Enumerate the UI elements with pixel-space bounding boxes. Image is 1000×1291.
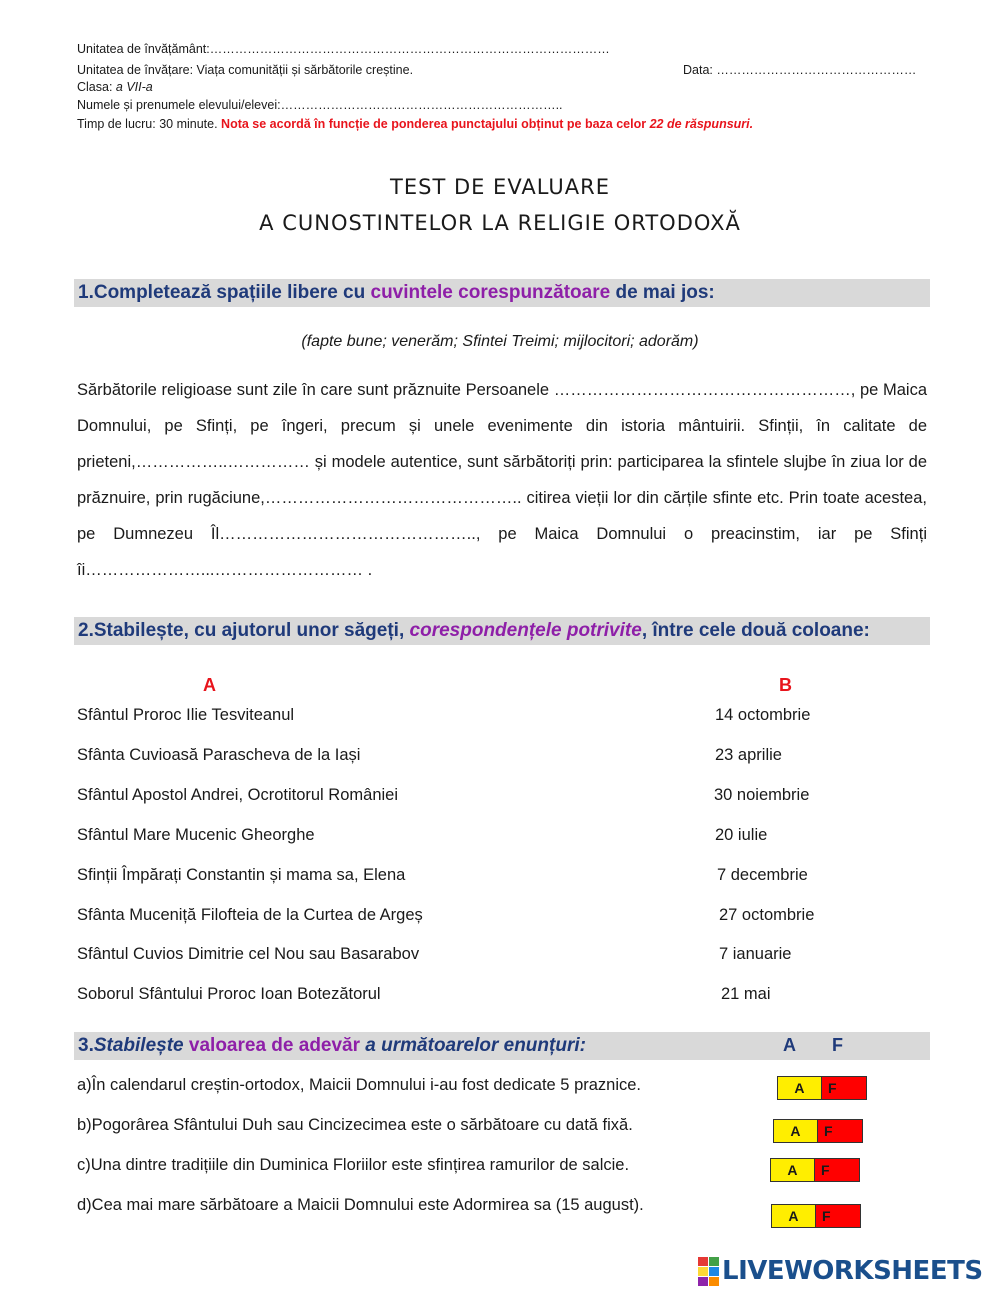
match-item-b[interactable]: 20 iulie	[715, 826, 768, 844]
column-b-header: B	[779, 675, 792, 695]
true-false-choice[interactable]	[770, 1158, 860, 1182]
logo-block	[698, 1257, 708, 1266]
match-item-b[interactable]: 21 mai	[721, 985, 771, 1003]
section3-title: 3.Stabilește valoarea de adevăr a următoarelor enunțuri:	[78, 1035, 586, 1056]
match-item-a[interactable]: Sfânta Cuvioasă Parascheva de la Iași	[77, 746, 361, 764]
learning-unit: Unitatea de învățare: Viața comunității și sărbătorile creștine.	[77, 63, 414, 77]
match-item-b[interactable]: 7 ianuarie	[719, 945, 792, 963]
false-button[interactable]: F	[816, 1205, 860, 1227]
match-item-a[interactable]: Sfinții Împărați Constantin și mama sa, Elena	[77, 866, 406, 884]
match-item-a[interactable]: Sfântul Mare Mucenic Gheorghe	[77, 826, 315, 844]
grading-note: Nota se acordă în funcție de ponderea punctajului obținut pe baza celor 22 de răspunsuri.	[221, 117, 754, 131]
true-false-choice[interactable]	[771, 1204, 861, 1228]
match-item-a[interactable]: Sfântul Apostol Andrei, Ocrotitorul României	[77, 786, 399, 804]
statement-c: c)Una dintre tradițiile din Duminica Floriilor este sfințirea ramurilor de salcie.	[77, 1156, 630, 1174]
false-button[interactable]: F	[815, 1159, 859, 1181]
logo-block	[709, 1257, 719, 1266]
class-value: a VII-a	[115, 80, 153, 94]
time-limit: Timp de lucru: 30 minute.	[77, 117, 222, 131]
test-title-line2: A CUNOSTINTELOR LA RELIGIE ORTODOXĂ	[259, 211, 741, 235]
true-column-header: A	[783, 1035, 796, 1055]
match-item-a[interactable]: Sfântul Cuvios Dimitrie cel Nou sau Basarabov	[77, 945, 420, 963]
true-button[interactable]: A	[771, 1159, 815, 1181]
fill-in-paragraph: Sărbătorile religioase sunt zile în care sunt prăznuite Persoanele ………………………………………………, pe Maica Domnului, pe Sfinți, pe îngeri, precum și unele evenimente din istoria mântuirii. Sfinții, în calitate de prieteni,……………..…………… și modele autentice, sunt sărbătoriți prin: participarea la sfintele slujbe în ziua lor de prăznuire, prin rugăciune,……………………………………….. citirea vieții lor din cărțile sfinte etc. Prin toate acestea, pe Dumnezeu Îl……………………………………….., pe Maica Domnului o preacinstim, iar pe Sfinți îi…………………...……………………… .	[77, 381, 927, 579]
logo-block	[698, 1267, 708, 1276]
logo-text: LIVEWORKSHEETS	[722, 1256, 983, 1286]
logo-block	[709, 1267, 719, 1276]
school-field: Unitatea de învățământ:……………………………………………………………………………………	[77, 42, 610, 56]
column-a-header: A	[203, 675, 216, 695]
match-item-b[interactable]: 27 octombrie	[719, 906, 815, 924]
true-button[interactable]: A	[774, 1120, 818, 1142]
student-name-field: Numele și prenumele elevului/elevei:…………………………………………………………..	[77, 98, 563, 112]
logo-block	[698, 1277, 708, 1286]
match-item-a[interactable]: Sfânta Muceniță Filofteia de la Curtea de Argeș	[77, 906, 423, 924]
match-item-b[interactable]: 30 noiembrie	[714, 786, 810, 804]
logo-block	[709, 1277, 719, 1286]
test-title-line1: TEST DE EVALUARE	[390, 175, 610, 199]
true-false-choice[interactable]	[777, 1076, 867, 1100]
match-item-a[interactable]: Soborul Sfântului Proroc Ioan Botezătorul	[77, 985, 381, 1003]
section2-title: 2.Stabilește, cu ajutorul unor săgeți, corespondențele potrivite, între cele două coloane:	[78, 620, 870, 641]
statement-d: d)Cea mai mare sărbătoare a Maicii Domnului este Adormirea sa (15 august).	[77, 1196, 644, 1214]
statement-a: a)În calendarul creștin-ortodox, Maicii Domnului i-au fost dedicate 5 praznice.	[77, 1076, 642, 1094]
true-false-choice[interactable]	[773, 1119, 863, 1143]
liveworksheets-logo	[698, 1256, 983, 1286]
match-item-b[interactable]: 14 octombrie	[715, 706, 811, 724]
time-and-grading-note	[77, 117, 753, 132]
false-button[interactable]: F	[822, 1077, 866, 1099]
false-column-header: F	[832, 1035, 843, 1055]
logo-mark-icon	[698, 1257, 719, 1286]
match-item-a[interactable]: Sfântul Proroc Ilie Tesviteanul	[77, 706, 295, 724]
true-button[interactable]: A	[772, 1205, 816, 1227]
class-field	[77, 80, 153, 95]
section1-title: 1.Completează spațiile libere cu cuvintele corespunzătoare de mai jos:	[78, 282, 715, 303]
statement-b: b)Pogorârea Sfântului Duh sau Cincizecimea este o sărbătoare cu dată fixă.	[77, 1116, 633, 1134]
match-item-b[interactable]: 7 decembrie	[717, 866, 808, 884]
word-bank: (fapte bune; venerăm; Sfintei Treimi; mijlocitori; adorăm)	[301, 333, 699, 350]
true-button[interactable]: A	[778, 1077, 822, 1099]
date-field: Data: …………………………………………	[683, 63, 917, 77]
match-item-b[interactable]: 23 aprilie	[715, 746, 782, 764]
class-label: Clasa:	[77, 80, 116, 94]
false-button[interactable]: F	[818, 1120, 862, 1142]
